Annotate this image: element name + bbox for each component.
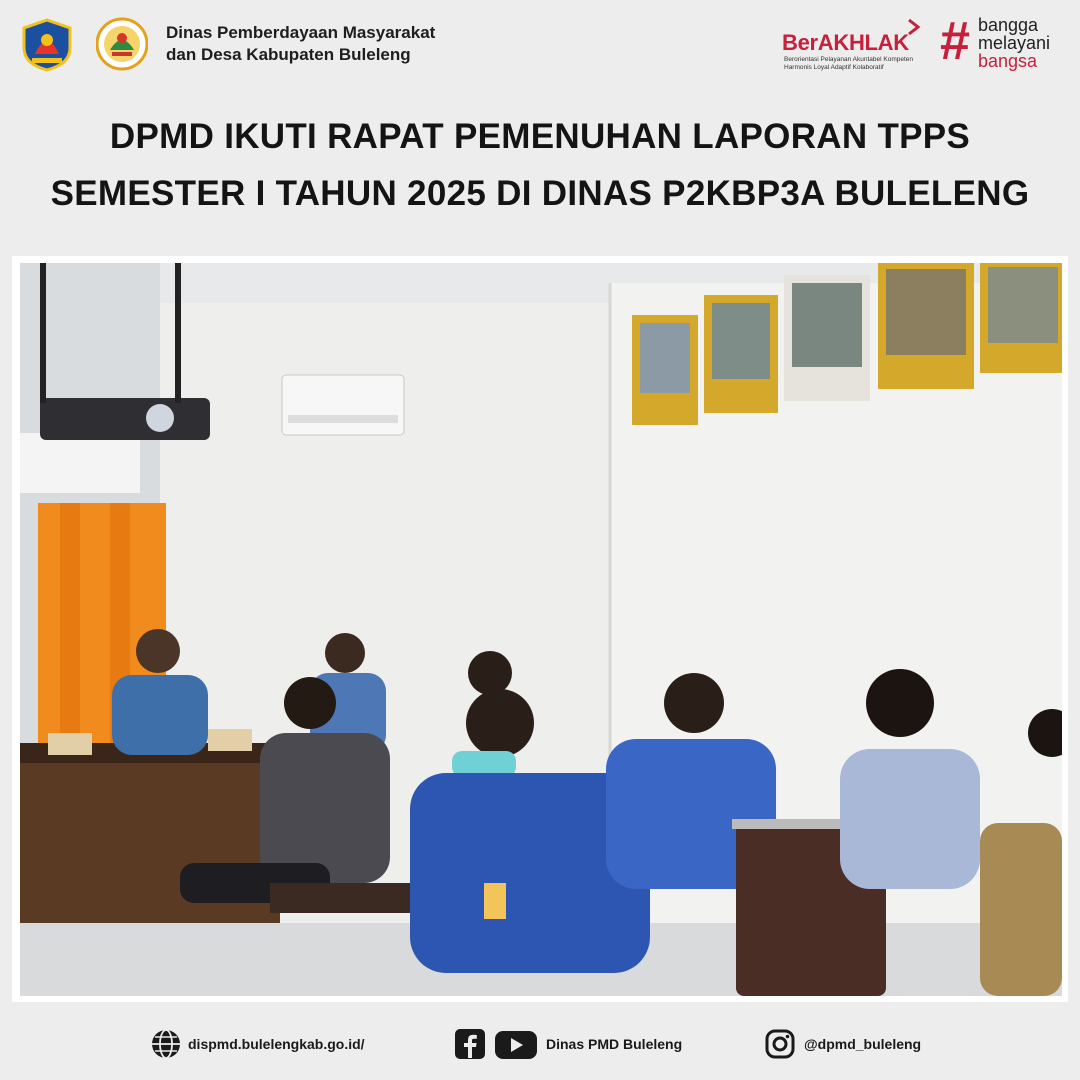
bangga-line2: melayani <box>978 33 1051 53</box>
bangga-melayani-bangsa-logo <box>940 11 1065 72</box>
website-link[interactable]: dispmd.bulelengkab.go.id/ <box>188 1036 365 1052</box>
bangga-words <box>978 16 1050 70</box>
berakhlak-logo <box>782 18 922 70</box>
meeting-photo <box>20 263 1062 996</box>
bangga-line3: bangsa <box>978 51 1038 71</box>
youtube-icon[interactable] <box>494 1028 538 1060</box>
berakhlak-wordmark: BerAKHLAK <box>782 30 909 55</box>
agency-name <box>166 22 435 66</box>
headline-line1: DPMD IKUTI RAPAT PEMENUHAN LAPORAN TPPS <box>109 117 971 156</box>
agency-name-line1: Dinas Pemberdayaan Masyarakat <box>166 23 436 42</box>
social-name[interactable]: Dinas PMD Buleleng <box>546 1036 683 1052</box>
instagram-icon[interactable] <box>764 1028 796 1060</box>
footer <box>0 1020 1080 1070</box>
berakhlak-tagline-line1: Berorientasi Pelayanan Akuntabel Kompeten <box>784 56 914 63</box>
buleleng-emblem-icon <box>96 16 148 72</box>
chevron-icon <box>906 18 922 36</box>
bali-emblem-icon <box>20 18 74 72</box>
globe-icon <box>150 1028 182 1060</box>
header <box>0 0 1080 90</box>
headline <box>0 108 1080 222</box>
berakhlak-tagline-line2: Harmonis Loyal Adaptif Kolaboratif <box>784 64 884 71</box>
hashtag-icon: # <box>940 11 971 71</box>
facebook-icon[interactable] <box>454 1028 486 1060</box>
agency-name-line2: dan Desa Kabupaten Buleleng <box>166 45 411 64</box>
instagram-handle[interactable]: @dpmd_buleleng <box>804 1036 922 1052</box>
headline-line2: SEMESTER I TAHUN 2025 DI DINAS P2KBP3A BULELENG <box>50 174 1030 213</box>
berakhlak-tagline <box>784 56 924 72</box>
bangga-line1: bangga <box>978 15 1039 35</box>
